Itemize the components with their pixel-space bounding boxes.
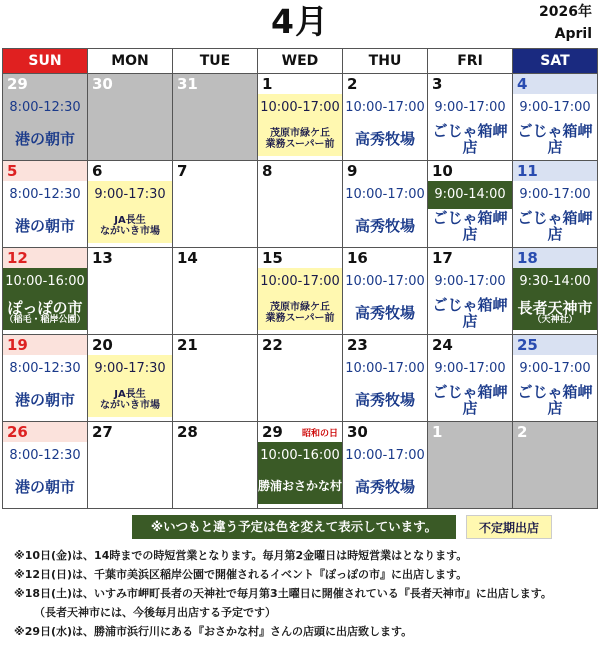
store-location xyxy=(3,383,87,417)
store-location-name: 港の朝市 xyxy=(14,129,75,148)
store-location xyxy=(428,296,512,330)
store-hours: 9:00-17:00 xyxy=(434,100,506,115)
store-location-name: 港の朝市 xyxy=(14,477,75,496)
weekday-thu: THU xyxy=(343,49,428,74)
month-english-label: April xyxy=(554,26,592,42)
calendar-day-cell xyxy=(513,422,598,509)
store-hours: 8:00-12:30 xyxy=(9,448,81,463)
calendar-day-cell xyxy=(258,161,343,248)
calendar-day-cell xyxy=(173,161,258,248)
calendar-week-row xyxy=(3,248,598,335)
note-29th: ※29日(水)は、勝浦市浜行川にある『おさかな村』さんの店頭に出店致します。 xyxy=(14,625,413,638)
day-number: 12 xyxy=(3,248,87,268)
store-location-name: 港の朝市 xyxy=(14,216,75,235)
day-number: 18 xyxy=(513,248,597,268)
store-location xyxy=(3,209,87,243)
day-number: 2 xyxy=(517,423,528,441)
store-location-name: ごじゃ箱岬店 xyxy=(432,121,508,156)
day-number: 31 xyxy=(177,75,198,93)
weekday-fri: FRI xyxy=(428,49,513,74)
legend-irregular-store: 不定期出店 xyxy=(466,515,552,539)
calendar-day-cell xyxy=(343,74,428,161)
store-location-name: 勝浦おさかな村 xyxy=(258,479,343,494)
store-location xyxy=(513,383,597,417)
day-number: 22 xyxy=(262,336,283,354)
store-location-name: ぽっぽの市 xyxy=(7,298,83,317)
calendar-day-cell xyxy=(343,422,428,509)
calendar-day-cell xyxy=(343,161,428,248)
calendar-day-cell xyxy=(428,422,513,509)
day-number: 9 xyxy=(347,162,358,180)
calendar-grid xyxy=(2,48,598,509)
day-number: 15 xyxy=(262,249,283,267)
calendar-day-cell xyxy=(258,74,343,161)
notes xyxy=(14,546,596,641)
store-hours: 10:00-17:00 xyxy=(345,361,425,376)
store-location-name: 茂原市緑ケ丘 業務スーパー前 xyxy=(265,302,335,324)
calendar-day-cell xyxy=(428,74,513,161)
store-hours: 8:00-12:30 xyxy=(9,187,81,202)
day-number: 23 xyxy=(347,336,368,354)
store-location-name: 高秀牧場 xyxy=(354,390,415,409)
store-location xyxy=(3,296,87,330)
note-12th: ※12日(日)は、千葉市美浜区稲岸公園で開催されるイベント『ぽっぽの市』に出店します。 xyxy=(14,568,468,581)
calendar-day-cell xyxy=(428,248,513,335)
calendar-day-cell xyxy=(173,422,258,509)
store-hours: 9:00-17:00 xyxy=(519,361,591,376)
day-number: 3 xyxy=(432,75,443,93)
store-location xyxy=(88,383,172,417)
store-location xyxy=(428,209,512,243)
day-number: 14 xyxy=(177,249,198,267)
store-hours: 9:00-17:00 xyxy=(434,274,506,289)
store-hours: 10:00-16:00 xyxy=(258,442,342,470)
calendar-day-cell xyxy=(258,248,343,335)
store-location xyxy=(513,209,597,243)
day-number: 27 xyxy=(92,423,113,441)
store-location-name: 港の朝市 xyxy=(14,390,75,409)
year-label: 2026年 xyxy=(539,4,592,20)
store-location-name: JA長生 ながいき市場 xyxy=(100,389,160,411)
store-hours: 9:00-14:00 xyxy=(428,181,512,209)
calendar-week-row xyxy=(3,74,598,161)
store-location xyxy=(343,383,427,417)
weekday-sun: SUN xyxy=(3,49,88,74)
store-location-name: ごじゃ箱岬店 xyxy=(517,208,593,243)
store-hours: 10:00-17:00 xyxy=(345,100,425,115)
store-location-name: 長者天神市 xyxy=(517,298,593,317)
calendar-day-cell xyxy=(88,422,173,509)
store-location xyxy=(3,470,87,504)
store-location xyxy=(343,470,427,504)
day-number: 16 xyxy=(347,249,368,267)
store-location xyxy=(513,296,597,330)
day-number: 1 xyxy=(432,423,443,441)
calendar-day-cell xyxy=(3,248,88,335)
store-hours: 9:00-17:00 xyxy=(434,361,506,376)
day-number: 21 xyxy=(177,336,198,354)
store-hours: 10:00-17:00 xyxy=(345,448,425,463)
store-hours: 9:00-17:30 xyxy=(88,355,172,383)
calendar-day-cell xyxy=(3,74,88,161)
day-number: 4 xyxy=(513,74,597,94)
store-hours: 9:00-17:00 xyxy=(519,100,591,115)
day-number: 6 xyxy=(92,162,103,180)
calendar-day-cell xyxy=(173,248,258,335)
calendar-day-cell xyxy=(88,248,173,335)
store-location xyxy=(343,296,427,330)
store-location xyxy=(88,209,172,243)
calendar-day-cell xyxy=(428,161,513,248)
calendar-day-cell xyxy=(513,74,598,161)
store-location xyxy=(428,122,512,156)
store-location-sub: （稲毛・稲岸公園） xyxy=(4,315,86,326)
note-10th: ※10日(金)は、14時までの時短営業となります。毎月第2金曜日は時短営業はとなります。 xyxy=(14,549,468,562)
calendar-day-cell xyxy=(258,422,343,509)
day-number: 25 xyxy=(513,335,597,355)
store-location-name: ごじゃ箱岬店 xyxy=(517,121,593,156)
day-number: 10 xyxy=(432,162,453,180)
store-hours: 9:00-17:30 xyxy=(88,181,172,209)
calendar-day-cell xyxy=(343,335,428,422)
store-location xyxy=(258,122,342,156)
weekday-tue: TUE xyxy=(173,49,258,74)
store-hours: 9:00-17:00 xyxy=(519,187,591,202)
calendar-day-cell xyxy=(513,248,598,335)
day-number: 2 xyxy=(347,75,358,93)
store-hours: 10:00-17:00 xyxy=(345,187,425,202)
calendar-day-cell xyxy=(173,74,258,161)
calendar-day-cell xyxy=(513,335,598,422)
store-hours: 9:30-14:00 xyxy=(513,268,597,296)
store-hours: 10:00-17:00 xyxy=(258,268,342,296)
store-location xyxy=(428,383,512,417)
weekday-header-row xyxy=(3,49,598,74)
legend-changed-schedule: ※いつもと違う予定は色を変えて表示しています。 xyxy=(132,515,456,539)
calendar-header xyxy=(0,0,600,48)
note-18th: ※18日(土)は、いすみ市岬町長者の天神社で毎月第3土曜日に開催されている『長者天神市』に出店します。 xyxy=(14,587,552,600)
store-location-name: 高秀牧場 xyxy=(354,216,415,235)
day-number: 29 xyxy=(262,423,283,441)
legend xyxy=(0,515,600,539)
day-number: 13 xyxy=(92,249,113,267)
store-location xyxy=(258,296,342,330)
store-location xyxy=(343,209,427,243)
day-number: 29 xyxy=(7,75,28,93)
store-location-name: ごじゃ箱岬店 xyxy=(517,382,593,417)
store-location-name: 高秀牧場 xyxy=(354,477,415,496)
day-number: 8 xyxy=(262,162,273,180)
note-18th-sub: （長者天神市には、今後毎月出店する予定です） xyxy=(34,606,276,619)
store-location-sub: （天神社） xyxy=(532,315,578,326)
day-number: 30 xyxy=(347,423,368,441)
calendar-day-cell xyxy=(88,74,173,161)
store-hours: 10:00-17:00 xyxy=(345,274,425,289)
day-number: 24 xyxy=(432,336,453,354)
day-number: 26 xyxy=(3,422,87,442)
weekday-wed: WED xyxy=(258,49,343,74)
calendar-day-cell xyxy=(88,161,173,248)
calendar-day-cell xyxy=(88,335,173,422)
store-location-name: JA長生 ながいき市場 xyxy=(100,215,160,237)
store-location-name: 茂原市緑ケ丘 業務スーパー前 xyxy=(265,128,335,150)
store-location-name: 高秀牧場 xyxy=(354,129,415,148)
day-number: 11 xyxy=(513,161,597,181)
day-number: 1 xyxy=(262,75,273,93)
day-number: 17 xyxy=(432,249,453,267)
calendar-day-cell xyxy=(428,335,513,422)
store-hours: 10:00-17:00 xyxy=(258,94,342,122)
day-number: 28 xyxy=(177,423,198,441)
calendar-day-cell xyxy=(173,335,258,422)
day-number: 5 xyxy=(3,161,87,181)
store-location-name: ごじゃ箱岬店 xyxy=(432,208,508,243)
store-location-name: ごじゃ箱岬店 xyxy=(432,295,508,330)
month-title: 4月 xyxy=(271,2,329,41)
calendar-day-cell xyxy=(343,248,428,335)
day-number: 7 xyxy=(177,162,188,180)
store-location xyxy=(343,122,427,156)
store-location xyxy=(513,122,597,156)
calendar-day-cell xyxy=(3,422,88,509)
store-hours: 8:00-12:30 xyxy=(9,361,81,376)
store-location xyxy=(3,122,87,156)
store-location-name: 高秀牧場 xyxy=(354,303,415,322)
day-number: 20 xyxy=(92,336,113,354)
calendar-day-cell xyxy=(3,335,88,422)
day-number: 30 xyxy=(92,75,113,93)
weekday-mon: MON xyxy=(88,49,173,74)
calendar-day-cell xyxy=(513,161,598,248)
calendar-week-row xyxy=(3,161,598,248)
store-location-name: ごじゃ箱岬店 xyxy=(432,382,508,417)
weekday-sat: SAT xyxy=(513,49,598,74)
store-hours: 8:00-12:30 xyxy=(9,100,81,115)
calendar-week-row xyxy=(3,422,598,509)
calendar-day-cell xyxy=(3,161,88,248)
store-hours: 10:00-16:00 xyxy=(3,268,87,296)
store-location xyxy=(258,470,342,504)
day-number: 19 xyxy=(3,335,87,355)
calendar-day-cell xyxy=(258,335,343,422)
calendar-week-row xyxy=(3,335,598,422)
holiday-label: 昭和の日 xyxy=(301,429,338,439)
